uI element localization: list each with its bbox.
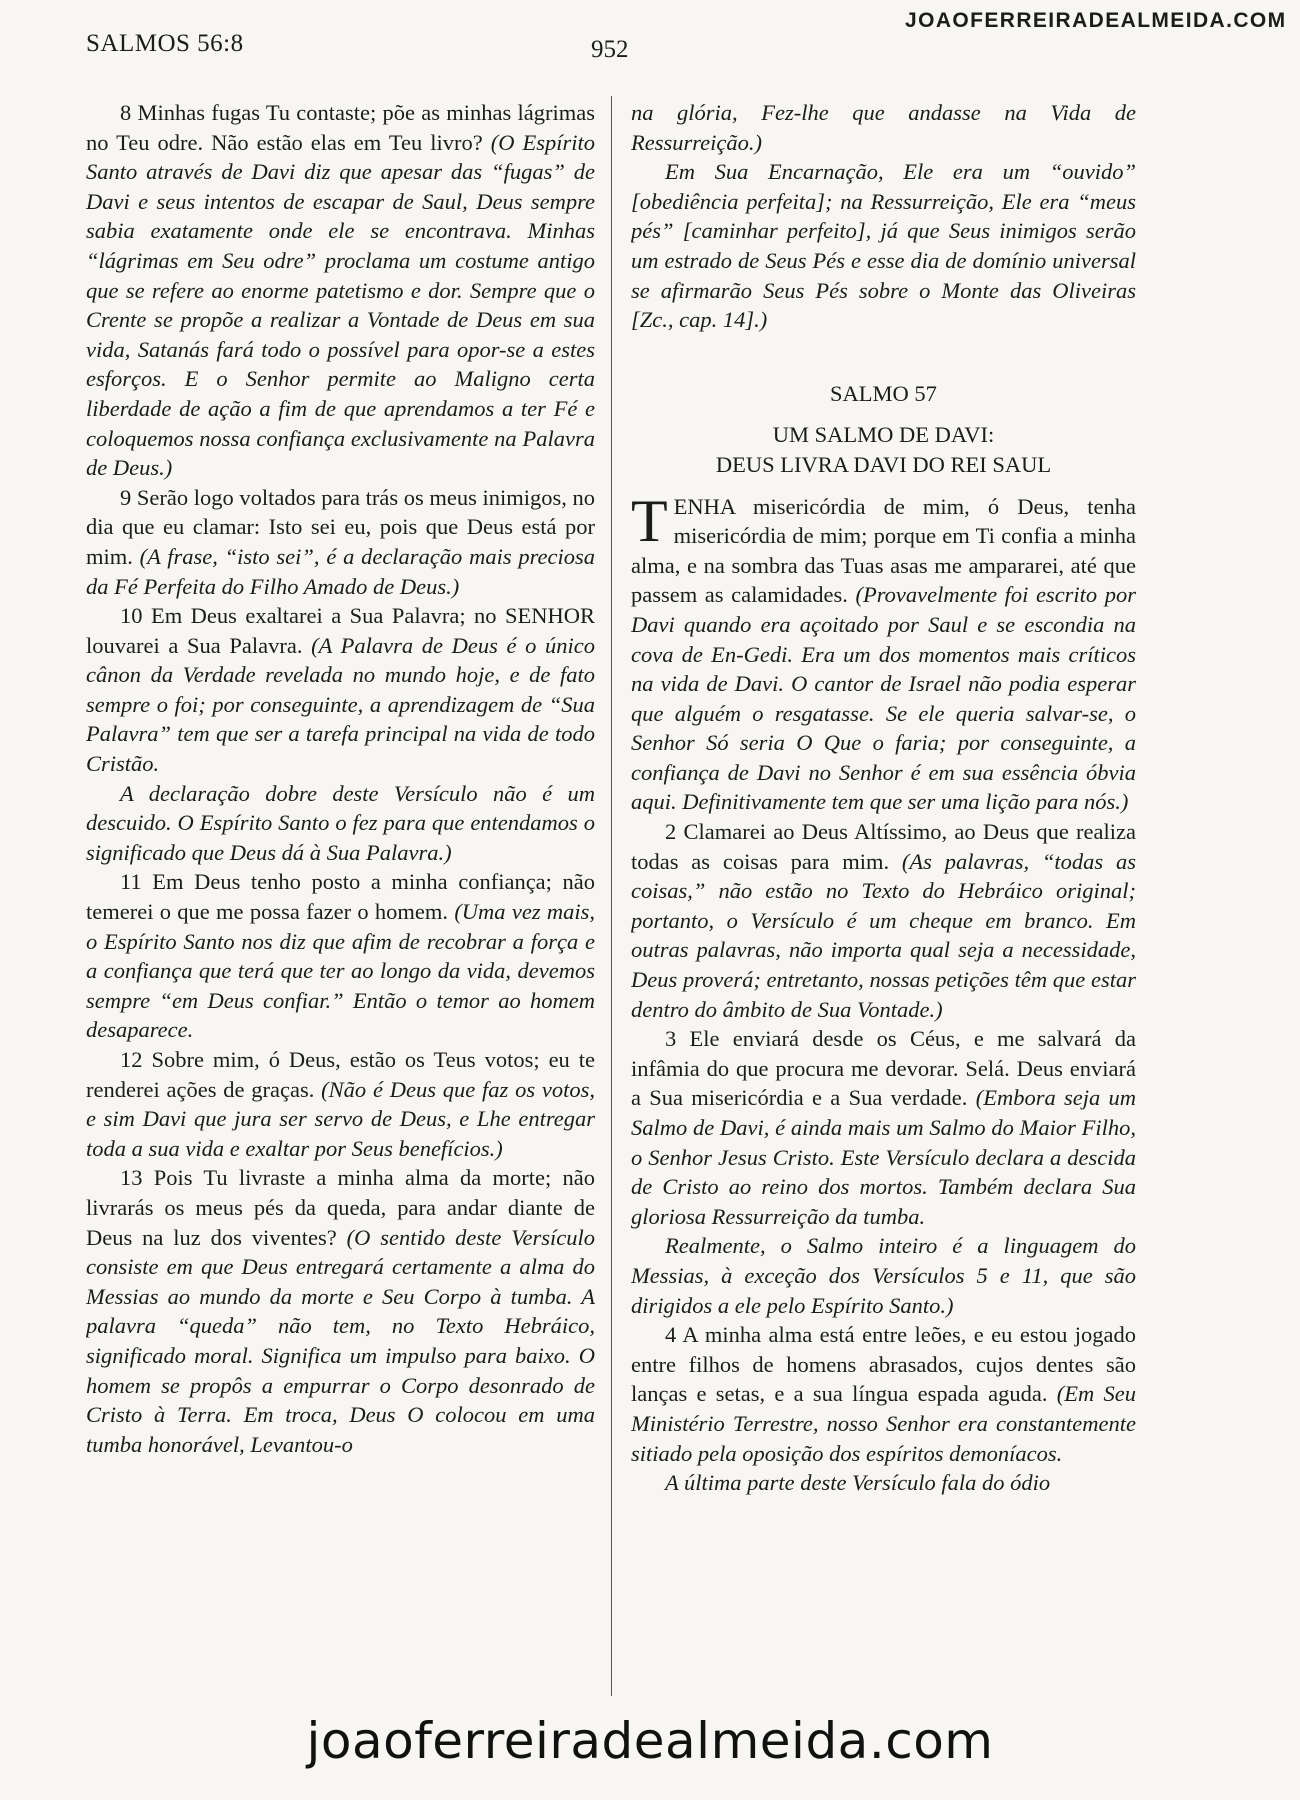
- verse-text: ENHA misericórdia de mim, ó Deus, tenha misericórdia de mim; porque em Ti confia a minha alma, e na sombra das Tuas asas me ampararei, até que passem as calamidades.: [631, 493, 1136, 608]
- verse-commentary: (Provavelmente foi escrito por Davi quando era açoitado por Saul e se escondia na cova de En-Gedi. Era um dos momentos mais críticos na vida de Davi. O cantor de Israel não podia esperar que alguém o resgatasse. Se ele queria salvar-se, o Senhor Só seria O Que o faria; por conseguinte, a confiança de Davi no Senhor é em sua essência óbvia aqui. Definitivamente tem que ser uma lição para nós.): [631, 582, 1136, 815]
- verse-11: [86, 867, 595, 1045]
- verse-text: 12 Sobre mim, ó Deus, estão os Teus votos; eu te renderei ações de graças.: [86, 1047, 595, 1102]
- verse-9: [86, 483, 595, 601]
- verse-8: [86, 98, 595, 483]
- verse-commentary: (Em Seu Ministério Terrestre, nosso Senhor era constantemente sitiado pela oposição dos espíritos demoníacos.: [631, 1381, 1136, 1466]
- commentary-paragraph: A declaração dobre deste Versículo não é um descuido. O Espírito Santo o fez para que entendamos o significado que Deus dá à Sua Palavra.): [86, 780, 595, 865]
- commentary-continuation: na glória, Fez-lhe que andasse na Vida de Ressurreição.): [631, 100, 1136, 155]
- commentary-paragraph: A última parte deste Versículo fala do ódio: [665, 1470, 1051, 1496]
- psalm-title: UM SALMO DE DAVI:: [772, 422, 995, 448]
- page-number: 952: [591, 36, 629, 63]
- right-column: [631, 98, 1136, 1693]
- verse-1: [631, 487, 1136, 818]
- verse-2: [631, 817, 1136, 1024]
- verse-commentary: (Não é Deus que faz os votos, e sim Davi que jura ser servo de Deus, e Lhe entregar toda a sua vida e exaltar por Seus benefícios.): [86, 1076, 595, 1161]
- verse-text: 13 Pois Tu livraste a minha alma da morte; não livrarás os meus pés da queda, para andar diante de Deus na luz dos viventes?: [86, 1165, 595, 1250]
- verse-text: 3 Ele enviará desde os Céus, e me salvará da infâmia do que procura me devorar. Selá. Deus enviará a Sua misericórdia e a Sua verdade.: [631, 1026, 1136, 1111]
- verse-text: 8 Minhas fugas Tu contaste; põe as minhas lágrimas no Teu odre. Não estão elas em Teu livro?: [86, 100, 595, 155]
- verse-commentary: (O sentido deste Versículo consiste em que Deus entregará certamente a alma do Messias ao mundo da morte e Seu Corpo à tumba. A palavra “queda” não tem, no Texto Hebráico, significado moral. Significa um impulso para baixo. O homem se propôs a empurrar o Corpo desonrado de Cristo à Terra. Em troca, Deus O colocou em uma tumba honorável, Levantou-o: [86, 1224, 595, 1457]
- psalm-number-heading: SALMO 57: [830, 380, 937, 406]
- commentary-paragraph: Em Sua Encarnação, Ele era um “ouvido” [obediência perfeita]; na Ressurreição, Ele era “meus pés” [caminhar perfeito], já que Seus inimigos serão um estrado de Seus Pés e esse dia de domínio universal se afirmarão Seus Pés sobre o Monte das Oliveiras [Zc., cap. 14].): [631, 159, 1136, 333]
- site-watermark-top: JOAOFERREIRADEALMEIDA.COM: [905, 9, 1287, 32]
- site-watermark-bottom: joaoferreiradealmeida.com: [306, 1712, 994, 1770]
- commentary-paragraph: Realmente, o Salmo inteiro é a linguagem do Messias, à exceção dos Versículos 5 e 11, que são dirigidos a ele pelo Espírito Santo.): [631, 1233, 1136, 1318]
- verse-12: [86, 1045, 595, 1163]
- left-column: [86, 98, 595, 1693]
- verse-3: [631, 1024, 1136, 1231]
- verse-13: [86, 1163, 595, 1459]
- verse-commentary: (A Palavra de Deus é o único cânon da Verdade revelada no mundo hoje, e de fato sempre o foi; por conseguinte, a aprendizagem de “Sua Palavra” tem que ser a tarefa principal na vida de todo Cristão.: [86, 632, 595, 777]
- verse-commentary: (Embora seja um Salmo de Davi, é ainda mais um Salmo do Maior Filho, o Senhor Jesus Cristo. Este Versículo declara a descida de Cristo ao reino dos mortos. Também declara Sua gloriosa Ressurreição da tumba.: [631, 1085, 1136, 1229]
- verse-commentary: (A frase, “isto sei”, é a declaração mais preciosa da Fé Perfeita do Filho Amado de Deus.): [86, 543, 595, 599]
- verse-text: 2 Clamarei ao Deus Altíssimo, ao Deus que realiza todas as coisas para mim.: [631, 819, 1136, 874]
- verse-text: 9 Serão logo voltados para trás os meus inimigos, no dia que eu clamar: Isto sei eu, pois que Deus está por mim.: [86, 484, 595, 569]
- verse-10: [86, 601, 595, 779]
- verse-text: 11 Em Deus tenho posto a minha confiança; não temerei o que me possa fazer o homem.: [86, 869, 595, 925]
- running-head: SALMOS 56:8: [86, 30, 244, 57]
- verse-commentary: (O Espírito Santo através de Davi diz que apesar das “fugas” de Davi e seus intentos de escapar de Saul, Deus sempre sabia exatamente onde ele se encontrava. Minhas “lágrimas em Seu odre” proclama um costume antigo que se refere ao enorme patetismo e dor. Sempre que o Crente se propõe a realizar a Vontade de Deus em sua vida, Satanás fará todo o possível para opor-se a estes esforços. E o Senhor permite ao Maligno certa liberdade de ação a fim de que aprendamos a ter Fé e coloquemos nossa confiança exclusivamente na Palavra de Deus.): [86, 129, 595, 481]
- drop-cap: T: [631, 487, 668, 554]
- psalm-subtitle: DEUS LIVRA DAVI DO REI SAUL: [715, 451, 1052, 477]
- verse-text: 4 A minha alma está entre leões, e eu estou jogado entre filhos de homens abrasados, cujos dentes são lanças e setas, e a sua língua espada aguda.: [631, 1322, 1136, 1407]
- verse-commentary: (Uma vez mais, o Espírito Santo nos diz que afim de recobrar a força e a confiança que terá que ter ao longo da vida, devemos sempre “em Deus confiar.” Então o temor ao homem desaparece.: [86, 899, 595, 1043]
- column-divider: [611, 96, 612, 1696]
- verse-commentary: (As palavras, “todas as coisas,” não estão no Texto do Hebráico original; portanto, o Versículo é um cheque em branco. Em outras palavras, não importa qual seja a necessidade, Deus proverá; entretanto, nossas petições têm que estar dentro do âmbito de Sua Vontade.): [631, 848, 1136, 1022]
- verse-text: 10 Em Deus exaltarei a Sua Palavra; no SENHOR louvarei a Sua Palavra.: [86, 603, 595, 658]
- verse-4: [631, 1320, 1136, 1468]
